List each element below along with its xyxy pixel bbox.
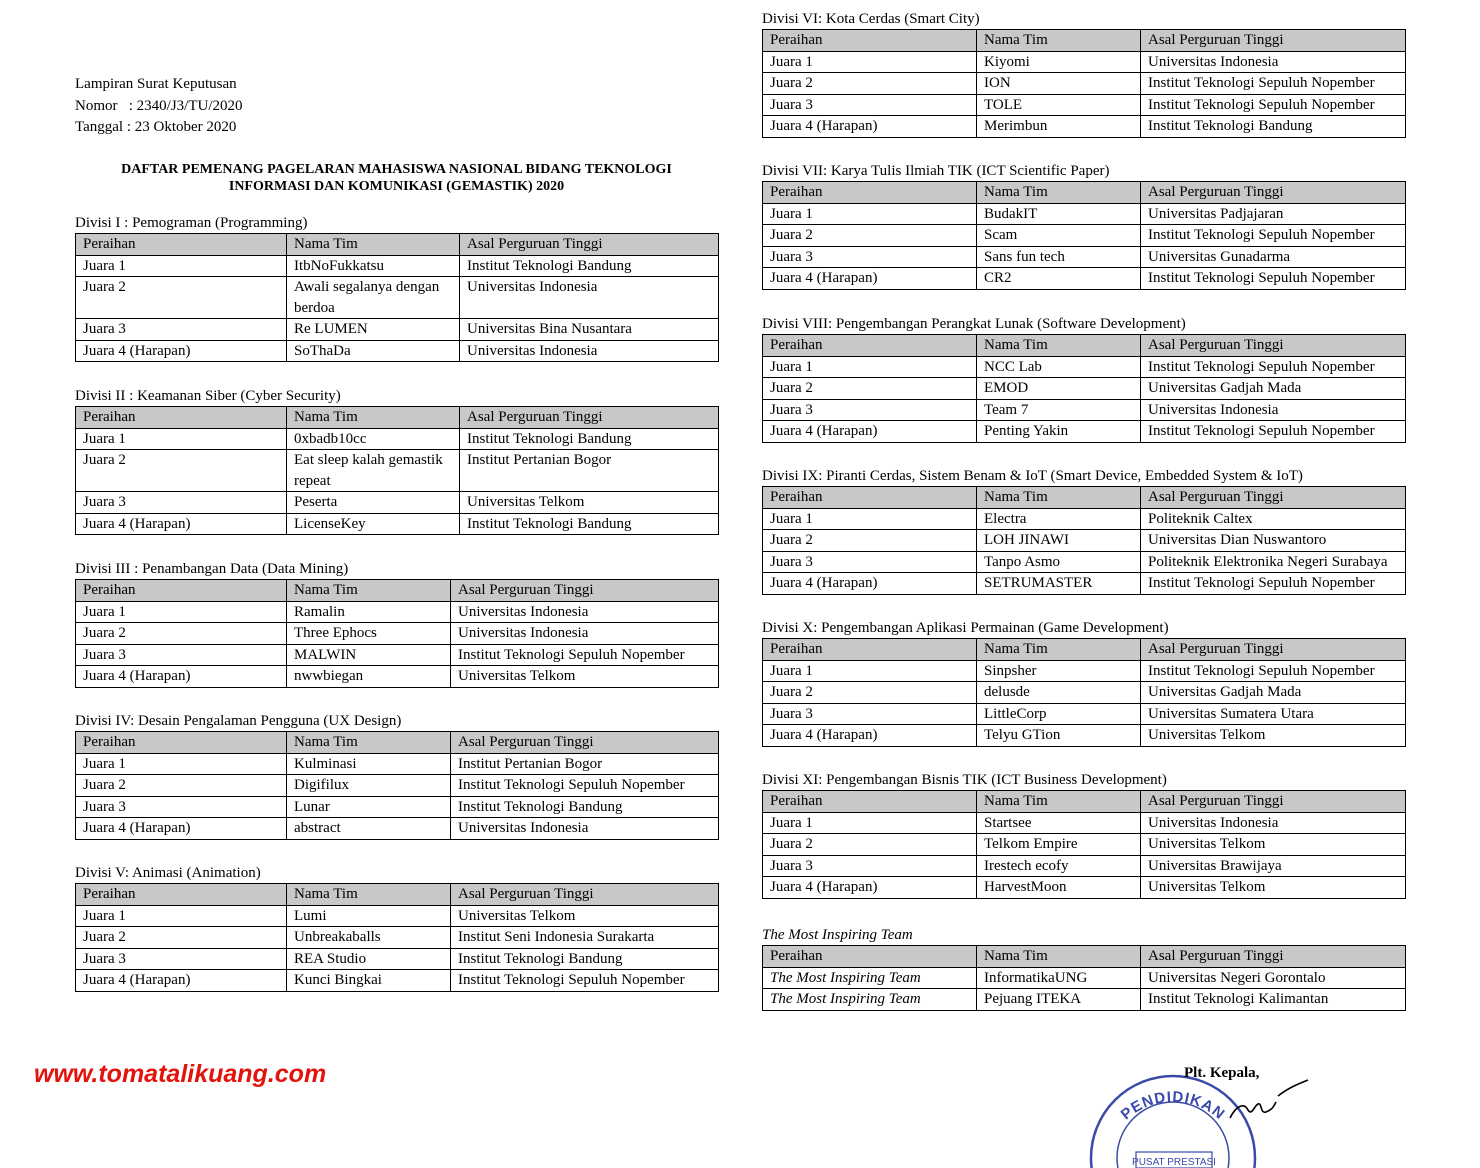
division-title: Divisi II : Keamanan Siber (Cyber Security) [75, 388, 341, 404]
team-name-cell: abstract [287, 818, 451, 840]
division-section [762, 162, 1405, 290]
rank-cell: Juara 1 [763, 203, 977, 225]
column-header: Nama Tim [287, 580, 451, 602]
table-header-row [76, 407, 719, 429]
university-cell: Institut Teknologi Sepuluh Nopember [1141, 268, 1406, 290]
team-name-cell: 0xbadb10cc [287, 428, 460, 450]
team-name-cell: ItbNoFukkatsu [287, 255, 460, 277]
winners-table [75, 406, 719, 535]
rank-cell: Juara 2 [76, 927, 287, 949]
team-name-cell: LittleCorp [977, 703, 1141, 725]
column-header: Peraihan [763, 335, 977, 357]
winners-table [762, 638, 1406, 747]
rank-cell: Juara 4 (Harapan) [763, 725, 977, 747]
table-row [76, 775, 719, 797]
team-name-cell: delusde [977, 682, 1141, 704]
table-row [76, 905, 719, 927]
table-header-row [763, 335, 1406, 357]
university-cell: Institut Teknologi Sepuluh Nopember [451, 970, 719, 992]
table-row [76, 255, 719, 277]
table-row [763, 660, 1406, 682]
column-header: Asal Perguruan Tinggi [1141, 335, 1406, 357]
table-row [763, 967, 1406, 989]
column-header: Peraihan [763, 791, 977, 813]
team-name-cell: Telkom Empire [977, 834, 1141, 856]
table-row [76, 644, 719, 666]
team-name-cell: Lunar [287, 796, 451, 818]
team-name-cell: EMOD [977, 378, 1141, 400]
table-row [76, 492, 719, 514]
team-name-cell: Kulminasi [287, 753, 451, 775]
document-title-line-2: INFORMASI DAN KOMUNIKASI (GEMASTIK) 2020 [228, 179, 565, 194]
university-cell: Institut Teknologi Sepuluh Nopember [451, 644, 719, 666]
winners-table [762, 29, 1406, 138]
table-row [76, 450, 719, 492]
signature-label: Plt. Kepala, [1184, 1065, 1260, 1081]
university-cell: Universitas Telkom [460, 492, 719, 514]
rank-cell: Juara 3 [76, 492, 287, 514]
team-name-cell: Scam [977, 225, 1141, 247]
team-name-cell: nwwbiegan [287, 666, 451, 688]
column-header: Asal Perguruan Tinggi [1141, 639, 1406, 661]
stamp-subtext: PUSAT PRESTASI [1132, 1157, 1216, 1168]
division-title: Divisi X: Pengembangan Aplikasi Permainan (Game Development) [762, 620, 1169, 636]
university-cell: Institut Teknologi Bandung [460, 428, 719, 450]
university-cell: Universitas Indonesia [1141, 812, 1406, 834]
team-name-cell: BudakIT [977, 203, 1141, 225]
signature-icon [1200, 1058, 1320, 1120]
table-row [763, 378, 1406, 400]
rank-cell: The Most Inspiring Team [763, 989, 977, 1011]
column-header: Asal Perguruan Tinggi [460, 234, 719, 256]
university-cell: Universitas Indonesia [1141, 51, 1406, 73]
division-title: The Most Inspiring Team [762, 927, 913, 943]
team-name-cell: Team 7 [977, 399, 1141, 421]
university-cell: Universitas Telkom [1141, 725, 1406, 747]
column-header: Nama Tim [977, 791, 1141, 813]
table-row [763, 421, 1406, 443]
column-header: Asal Perguruan Tinggi [1141, 487, 1406, 509]
document-title [75, 161, 718, 195]
university-cell: Institut Teknologi Sepuluh Nopember [451, 775, 719, 797]
team-name-cell: SETRUMASTER [977, 573, 1141, 595]
table-row [763, 725, 1406, 747]
team-name-cell: Pejuang ITEKA [977, 989, 1141, 1011]
winners-table [762, 486, 1406, 595]
division-section [762, 619, 1405, 747]
table-row [76, 927, 719, 949]
team-name-cell: Unbreakaballs [287, 927, 451, 949]
rank-cell: Juara 4 (Harapan) [76, 513, 287, 535]
table-row [763, 551, 1406, 573]
stamp-text: PENDIDIKAN [1117, 1088, 1229, 1124]
table-header-row [763, 182, 1406, 204]
rank-cell: Juara 1 [76, 601, 287, 623]
table-row [76, 796, 719, 818]
team-name-cell: Irestech ecofy [977, 855, 1141, 877]
rank-cell: Juara 1 [76, 905, 287, 927]
team-name-cell: Startsee [977, 812, 1141, 834]
column-header: Nama Tim [287, 884, 451, 906]
rank-cell: Juara 3 [763, 703, 977, 725]
university-cell: Universitas Brawijaya [1141, 855, 1406, 877]
division-title: Divisi VII: Karya Tulis Ilmiah TIK (ICT Scientific Paper) [762, 163, 1110, 179]
column-header: Peraihan [76, 407, 287, 429]
university-cell: Universitas Telkom [1141, 834, 1406, 856]
team-name-cell: Ramalin [287, 601, 451, 623]
rank-cell: Juara 4 (Harapan) [76, 666, 287, 688]
rank-cell: Juara 3 [763, 855, 977, 877]
team-name-cell: Peserta [287, 492, 460, 514]
winners-table [762, 945, 1406, 1011]
table-row [76, 428, 719, 450]
table-row [763, 203, 1406, 225]
team-name-cell: NCC Lab [977, 356, 1141, 378]
rank-cell: Juara 3 [76, 644, 287, 666]
table-row [76, 666, 719, 688]
table-row [763, 989, 1406, 1011]
team-name-cell: HarvestMoon [977, 877, 1141, 899]
division-section [762, 467, 1405, 595]
division-title: Divisi IX: Piranti Cerdas, Sistem Benam & IoT (Smart Device, Embedded System & IoT) [762, 468, 1303, 484]
division-section [762, 10, 1405, 138]
team-name-cell: InformatikaUNG [977, 967, 1141, 989]
column-header: Asal Perguruan Tinggi [451, 732, 719, 754]
team-name-cell: REA Studio [287, 948, 451, 970]
division-section [762, 926, 1405, 1011]
column-header: Peraihan [763, 639, 977, 661]
team-name-cell: Sinpsher [977, 660, 1141, 682]
university-cell: Universitas Gunadarma [1141, 246, 1406, 268]
table-row [763, 399, 1406, 421]
team-name-cell: Re LUMEN [287, 319, 460, 341]
division-title: Divisi V: Animasi (Animation) [75, 865, 261, 881]
university-cell: Institut Pertanian Bogor [451, 753, 719, 775]
table-header-row [763, 30, 1406, 52]
division-title: Divisi III : Penambangan Data (Data Mining) [75, 561, 349, 577]
table-row [76, 970, 719, 992]
team-name-cell: Eat sleep kalah gemastik repeat [287, 450, 460, 492]
column-header: Peraihan [76, 884, 287, 906]
table-row [763, 116, 1406, 138]
rank-cell: Juara 1 [763, 51, 977, 73]
university-cell: Institut Teknologi Bandung [451, 796, 719, 818]
table-header-row [76, 580, 719, 602]
rank-cell: Juara 3 [763, 399, 977, 421]
table-row [763, 225, 1406, 247]
university-cell: Institut Teknologi Kalimantan [1141, 989, 1406, 1011]
column-header: Asal Perguruan Tinggi [460, 407, 719, 429]
rank-cell: Juara 1 [76, 428, 287, 450]
table-row [763, 508, 1406, 530]
rank-cell: Juara 2 [763, 225, 977, 247]
rank-cell: Juara 4 (Harapan) [763, 877, 977, 899]
team-name-cell: SoThaDa [287, 340, 460, 362]
division-title: Divisi XI: Pengembangan Bisnis TIK (ICT Business Development) [762, 772, 1167, 788]
winners-table [762, 181, 1406, 290]
university-cell: Universitas Indonesia [451, 601, 719, 623]
rank-cell: Juara 4 (Harapan) [763, 268, 977, 290]
university-cell: Institut Teknologi Sepuluh Nopember [1141, 660, 1406, 682]
university-cell: Universitas Bina Nusantara [460, 319, 719, 341]
table-header-row [76, 234, 719, 256]
table-row [763, 268, 1406, 290]
winners-table [75, 883, 719, 992]
table-header-row [763, 791, 1406, 813]
table-row [76, 277, 719, 319]
table-row [763, 573, 1406, 595]
university-cell: Institut Teknologi Bandung [460, 255, 719, 277]
rank-cell: Juara 3 [76, 796, 287, 818]
column-header: Peraihan [763, 182, 977, 204]
column-header: Asal Perguruan Tinggi [1141, 30, 1406, 52]
rank-cell: Juara 2 [763, 530, 977, 552]
team-name-cell: Three Ephocs [287, 623, 451, 645]
column-header: Nama Tim [977, 487, 1141, 509]
rank-cell: Juara 2 [76, 450, 287, 492]
table-header-row [763, 487, 1406, 509]
table-row [76, 948, 719, 970]
team-name-cell: LicenseKey [287, 513, 460, 535]
team-name-cell: ION [977, 73, 1141, 95]
column-header: Peraihan [763, 946, 977, 968]
letterhead-line-3: Tanggal : 23 Oktober 2020 [75, 119, 237, 135]
university-cell: Universitas Negeri Gorontalo [1141, 967, 1406, 989]
rank-cell: Juara 2 [763, 73, 977, 95]
university-cell: Universitas Sumatera Utara [1141, 703, 1406, 725]
team-name-cell: Tanpo Asmo [977, 551, 1141, 573]
university-cell: Universitas Telkom [1141, 877, 1406, 899]
table-row [76, 513, 719, 535]
division-section [75, 214, 718, 362]
team-name-cell: Electra [977, 508, 1141, 530]
column-header: Asal Perguruan Tinggi [451, 884, 719, 906]
university-cell: Universitas Indonesia [451, 818, 719, 840]
rank-cell: Juara 3 [76, 948, 287, 970]
university-cell: Institut Teknologi Sepuluh Nopember [1141, 573, 1406, 595]
division-section [762, 771, 1405, 899]
column-header: Asal Perguruan Tinggi [1141, 946, 1406, 968]
letterhead-line-2: Nomor : 2340/J3/TU/2020 [75, 97, 243, 114]
rank-cell: Juara 2 [763, 682, 977, 704]
rank-cell: Juara 3 [76, 319, 287, 341]
division-section [762, 315, 1405, 443]
letterhead [75, 74, 243, 139]
website-watermark: www.tomatalikuang.com [34, 1060, 327, 1088]
column-header: Nama Tim [287, 732, 451, 754]
division-title: Divisi IV: Desain Pengalaman Pengguna (UX Design) [75, 713, 402, 729]
university-cell: Universitas Indonesia [460, 340, 719, 362]
table-header-row [76, 732, 719, 754]
division-title: Divisi I : Pemograman (Programming) [75, 215, 308, 231]
rank-cell: Juara 4 (Harapan) [76, 970, 287, 992]
university-cell: Institut Teknologi Sepuluh Nopember [1141, 94, 1406, 116]
university-cell: Politeknik Caltex [1141, 508, 1406, 530]
team-name-cell: CR2 [977, 268, 1141, 290]
table-row [76, 601, 719, 623]
division-section [75, 864, 718, 992]
winners-table [762, 790, 1406, 899]
table-row [763, 855, 1406, 877]
university-cell: Institut Teknologi Sepuluh Nopember [1141, 356, 1406, 378]
team-name-cell: Digifilux [287, 775, 451, 797]
rank-cell: Juara 2 [76, 277, 287, 319]
rank-cell: The Most Inspiring Team [763, 967, 977, 989]
division-section [75, 560, 718, 688]
table-row [763, 703, 1406, 725]
column-header: Peraihan [76, 580, 287, 602]
column-header: Nama Tim [287, 407, 460, 429]
column-header: Asal Perguruan Tinggi [1141, 791, 1406, 813]
team-name-cell: Merimbun [977, 116, 1141, 138]
table-row [76, 623, 719, 645]
column-header: Nama Tim [977, 30, 1141, 52]
table-row [763, 73, 1406, 95]
team-name-cell: Lumi [287, 905, 451, 927]
university-cell: Institut Seni Indonesia Surakarta [451, 927, 719, 949]
division-section [75, 712, 718, 840]
table-row [76, 753, 719, 775]
winners-table [762, 334, 1406, 443]
rank-cell: Juara 3 [763, 94, 977, 116]
rank-cell: Juara 3 [763, 246, 977, 268]
rank-cell: Juara 1 [763, 660, 977, 682]
column-header: Nama Tim [977, 182, 1141, 204]
table-header-row [763, 639, 1406, 661]
winners-table [75, 579, 719, 688]
university-cell: Universitas Indonesia [1141, 399, 1406, 421]
team-name-cell: Kiyomi [977, 51, 1141, 73]
winners-table [75, 731, 719, 840]
table-row [76, 340, 719, 362]
university-cell: Institut Teknologi Bandung [1141, 116, 1406, 138]
column-header: Nama Tim [977, 946, 1141, 968]
university-cell: Institut Pertanian Bogor [460, 450, 719, 492]
rank-cell: Juara 4 (Harapan) [76, 340, 287, 362]
university-cell: Universitas Telkom [451, 905, 719, 927]
column-header: Nama Tim [287, 234, 460, 256]
rank-cell: Juara 4 (Harapan) [763, 421, 977, 443]
column-header: Asal Perguruan Tinggi [451, 580, 719, 602]
document-title-line-1: DAFTAR PEMENANG PAGELARAN MAHASISWA NASIONAL BIDANG TEKNOLOGI [121, 162, 672, 177]
division-title: Divisi VIII: Pengembangan Perangkat Lunak (Software Development) [762, 316, 1186, 332]
rank-cell: Juara 4 (Harapan) [763, 573, 977, 595]
table-row [763, 530, 1406, 552]
column-header: Peraihan [76, 732, 287, 754]
team-name-cell: Sans fun tech [977, 246, 1141, 268]
university-cell: Universitas Padjajaran [1141, 203, 1406, 225]
rank-cell: Juara 1 [76, 753, 287, 775]
winners-table [75, 233, 719, 362]
division-title: Divisi VI: Kota Cerdas (Smart City) [762, 11, 980, 27]
rank-cell: Juara 2 [76, 623, 287, 645]
column-header: Nama Tim [977, 639, 1141, 661]
rank-cell: Juara 1 [763, 508, 977, 530]
table-row [76, 818, 719, 840]
table-row [763, 51, 1406, 73]
table-header-row [76, 884, 719, 906]
column-header: Peraihan [763, 487, 977, 509]
rank-cell: Juara 2 [763, 834, 977, 856]
column-header: Peraihan [76, 234, 287, 256]
table-row [763, 94, 1406, 116]
team-name-cell: TOLE [977, 94, 1141, 116]
table-row [76, 319, 719, 341]
column-header: Peraihan [763, 30, 977, 52]
column-header: Nama Tim [977, 335, 1141, 357]
team-name-cell: Telyu GTion [977, 725, 1141, 747]
university-cell: Universitas Gadjah Mada [1141, 682, 1406, 704]
table-row [763, 356, 1406, 378]
rank-cell: Juara 1 [763, 356, 977, 378]
university-cell: Universitas Gadjah Mada [1141, 378, 1406, 400]
column-header: Asal Perguruan Tinggi [1141, 182, 1406, 204]
university-cell: Institut Teknologi Bandung [460, 513, 719, 535]
university-cell: Institut Teknologi Sepuluh Nopember [1141, 421, 1406, 443]
table-row [763, 682, 1406, 704]
team-name-cell: LOH JINAWI [977, 530, 1141, 552]
university-cell: Universitas Dian Nuswantoro [1141, 530, 1406, 552]
table-row [763, 877, 1406, 899]
table-row [763, 812, 1406, 834]
university-cell: Institut Teknologi Sepuluh Nopember [1141, 73, 1406, 95]
team-name-cell: Awali segalanya dengan berdoa [287, 277, 460, 319]
team-name-cell: Kunci Bingkai [287, 970, 451, 992]
division-section [75, 387, 718, 535]
team-name-cell: MALWIN [287, 644, 451, 666]
university-cell: Universitas Indonesia [460, 277, 719, 319]
rank-cell: Juara 1 [76, 255, 287, 277]
university-cell: Institut Teknologi Bandung [451, 948, 719, 970]
university-cell: Institut Teknologi Sepuluh Nopember [1141, 225, 1406, 247]
rank-cell: Juara 2 [763, 378, 977, 400]
university-cell: Politeknik Elektronika Negeri Surabaya [1141, 551, 1406, 573]
table-header-row [763, 946, 1406, 968]
table-row [763, 834, 1406, 856]
university-cell: Universitas Telkom [451, 666, 719, 688]
rank-cell: Juara 2 [76, 775, 287, 797]
letterhead-line-1: Lampiran Surat Keputusan [75, 76, 237, 92]
rank-cell: Juara 4 (Harapan) [76, 818, 287, 840]
table-row [763, 246, 1406, 268]
rank-cell: Juara 3 [763, 551, 977, 573]
team-name-cell: Penting Yakin [977, 421, 1141, 443]
rank-cell: Juara 4 (Harapan) [763, 116, 977, 138]
university-cell: Universitas Indonesia [451, 623, 719, 645]
rank-cell: Juara 1 [763, 812, 977, 834]
